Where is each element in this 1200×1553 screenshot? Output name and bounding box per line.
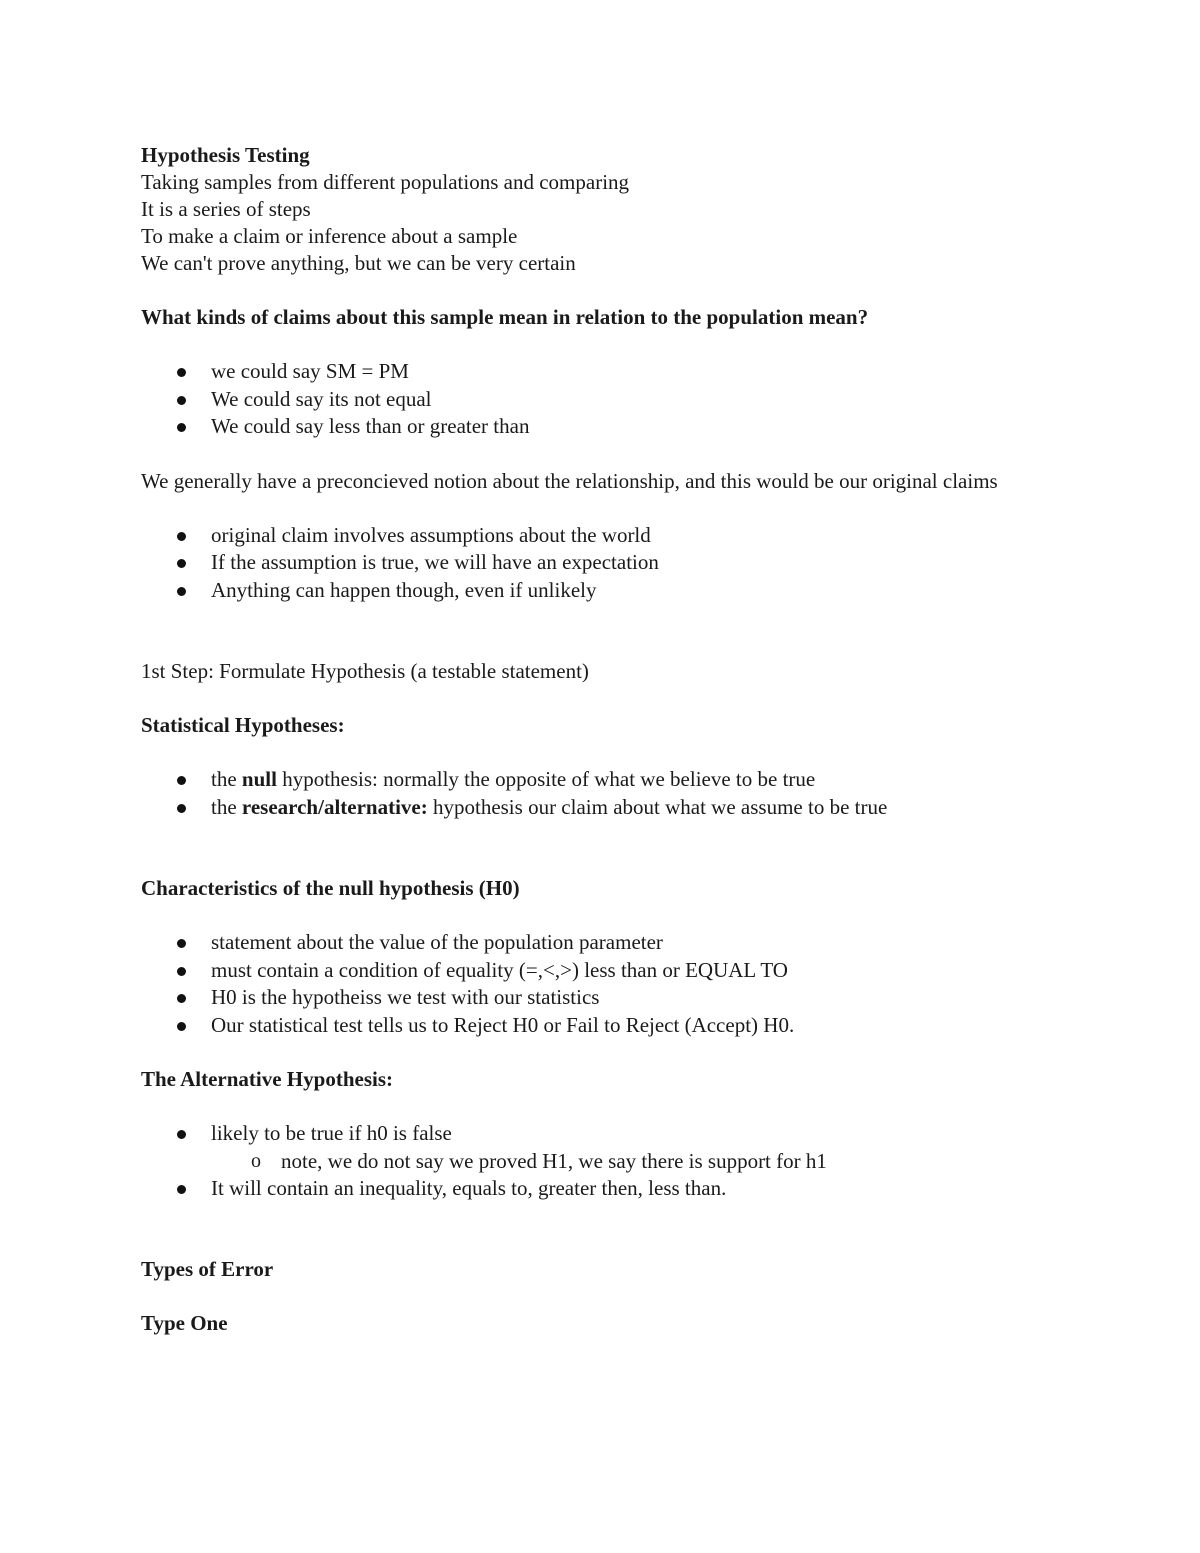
- list-item: H0 is the hypotheiss we test with our statistics: [141, 984, 1071, 1012]
- intro-line: Taking samples from different populations and comparing: [141, 170, 630, 194]
- list-item: statement about the value of the population parameter: [141, 929, 1071, 957]
- assumptions-list: [141, 522, 1071, 605]
- bullet-icon: [177, 532, 186, 541]
- bullet-icon: [177, 1185, 186, 1194]
- list-item: Anything can happen though, even if unlikely: [141, 577, 1071, 605]
- bullet-icon: [177, 967, 186, 976]
- statistical-hypotheses-heading: Statistical Hypotheses:: [141, 713, 345, 737]
- claims-list: [141, 358, 1071, 441]
- bullet-icon: [177, 587, 186, 596]
- list-item: the null hypothesis: normally the opposite of what we believe to be true: [141, 766, 1071, 794]
- type-one-heading: Type One: [141, 1311, 228, 1335]
- document-title: Hypothesis Testing: [141, 143, 310, 167]
- document-page: [141, 142, 1071, 1337]
- alternative-hypothesis-heading: The Alternative Hypothesis:: [141, 1067, 393, 1091]
- bullet-icon: [177, 1130, 186, 1139]
- list-item: We could say its not equal: [141, 386, 1071, 414]
- intro-line: To make a claim or inference about a sample: [141, 224, 518, 248]
- intro-line: We can't prove anything, but we can be very certain: [141, 251, 576, 275]
- list-item: we could say SM = PM: [141, 358, 1071, 386]
- bullet-icon: [177, 368, 186, 377]
- types-of-error-heading: Types of Error: [141, 1257, 274, 1281]
- list-item: We could say less than or greater than: [141, 413, 1071, 441]
- list-item: must contain a condition of equality (=,<,>) less than or EQUAL TO: [141, 957, 1071, 985]
- list-item: original claim involves assumptions about the world: [141, 522, 1071, 550]
- bullet-icon: [177, 776, 186, 785]
- list-item: the research/alternative: hypothesis our claim about what we assume to be true: [141, 794, 1071, 822]
- null-hypothesis-list: [141, 929, 1071, 1039]
- list-item: It will contain an inequality, equals to, greater then, less than.: [141, 1175, 1071, 1203]
- list-item: If the assumption is true, we will have an expectation: [141, 549, 1071, 577]
- bullet-icon: [177, 804, 186, 813]
- bullet-icon: [177, 939, 186, 948]
- null-hypothesis-heading: Characteristics of the null hypothesis (H0): [141, 876, 520, 900]
- step-one-line: 1st Step: Formulate Hypothesis (a testable statement): [141, 659, 589, 683]
- bullet-icon: [177, 559, 186, 568]
- bullet-icon: [177, 396, 186, 405]
- bullet-icon: [177, 1022, 186, 1031]
- list-item: likely to be true if h0 is false o note, we do not say we proved H1, we say there is support for h1: [141, 1120, 1071, 1175]
- sub-list-item: o note, we do not say we proved H1, we say there is support for h1: [251, 1148, 827, 1173]
- bullet-icon: [177, 994, 186, 1003]
- alternative-hypothesis-list: [141, 1120, 1071, 1202]
- preconceived-paragraph: We generally have a preconcieved notion about the relationship, and this would be our original claims: [141, 468, 998, 493]
- statistical-hypotheses-list: [141, 766, 1071, 821]
- bullet-icon: [177, 423, 186, 432]
- sub-list: [211, 1148, 1071, 1175]
- intro-line: It is a series of steps: [141, 197, 311, 221]
- list-item: Our statistical test tells us to Reject H0 or Fail to Reject (Accept) H0.: [141, 1012, 1071, 1040]
- circle-bullet-icon: o: [251, 1149, 261, 1172]
- claims-heading: What kinds of claims about this sample mean in relation to the population mean?: [141, 305, 869, 329]
